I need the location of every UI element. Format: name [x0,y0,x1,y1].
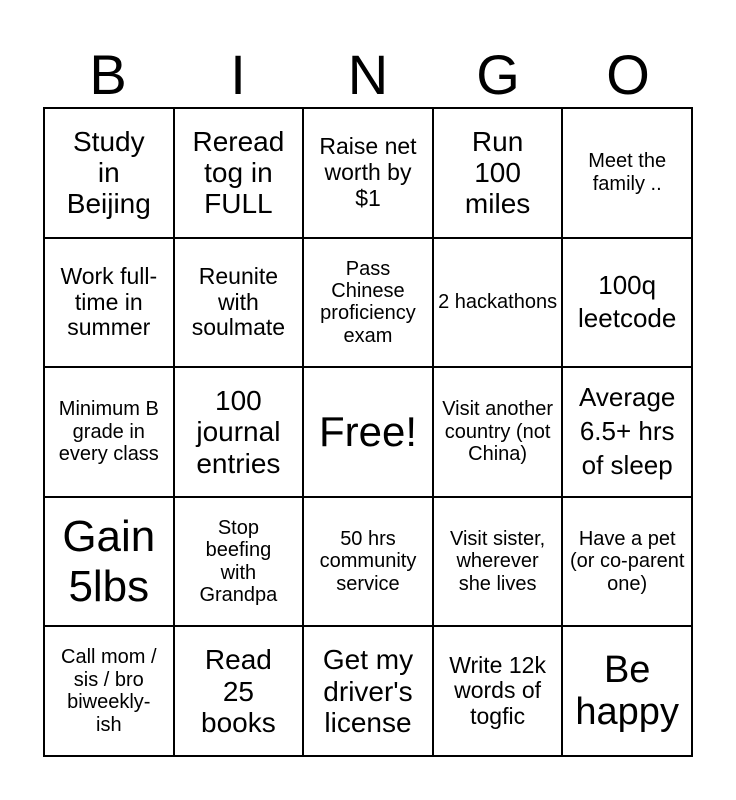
bingo-cell[interactable]: Run 100 miles [434,109,564,239]
bingo-cell[interactable]: Pass Chinese proficiency exam [304,239,434,369]
bingo-cell[interactable]: Minimum B grade in every class [45,368,175,498]
header-letter-n: N [347,43,389,106]
bingo-cell[interactable]: Average 6.5+ hrs of sleep [563,368,693,498]
bingo-header [43,40,693,110]
bingo-cell[interactable]: Call mom / sis / bro biweekly-ish [45,627,175,757]
header-letter-i: I [230,43,246,106]
bingo-cell[interactable]: Be happy [563,627,693,757]
free-space[interactable]: Free! [304,368,434,498]
bingo-cell[interactable]: Gain 5lbs [45,498,175,628]
bingo-cell[interactable]: Reread tog in FULL [175,109,305,239]
header-letter-b: B [89,43,127,106]
bingo-cell[interactable]: Visit sister, wherever she lives [434,498,564,628]
bingo-cell[interactable]: Raise net worth by $1 [304,109,434,239]
header-letter-o: O [606,43,650,106]
bingo-cell[interactable]: Work full-time in summer [45,239,175,369]
bingo-cell[interactable]: Reunite with soulmate [175,239,305,369]
bingo-grid [43,107,693,757]
bingo-cell[interactable]: Get my driver's license [304,627,434,757]
bingo-cell[interactable]: 100q leetcode [563,239,693,369]
bingo-cell[interactable]: Have a pet (or co-parent one) [563,498,693,628]
bingo-cell[interactable]: Meet the family .. [563,109,693,239]
bingo-cell[interactable]: 2 hackathons [434,239,564,369]
bingo-cell[interactable]: Read 25 books [175,627,305,757]
bingo-cell[interactable]: Write 12k words of togfic [434,627,564,757]
bingo-cell[interactable]: 50 hrs community service [304,498,434,628]
bingo-cell[interactable]: Visit another country (not China) [434,368,564,498]
bingo-cell[interactable]: 100 journal entries [175,368,305,498]
bingo-cell[interactable]: Study in Beijing [45,109,175,239]
bingo-cell[interactable]: Stop beefing with Grandpa [175,498,305,628]
header-letter-g: G [476,43,520,106]
